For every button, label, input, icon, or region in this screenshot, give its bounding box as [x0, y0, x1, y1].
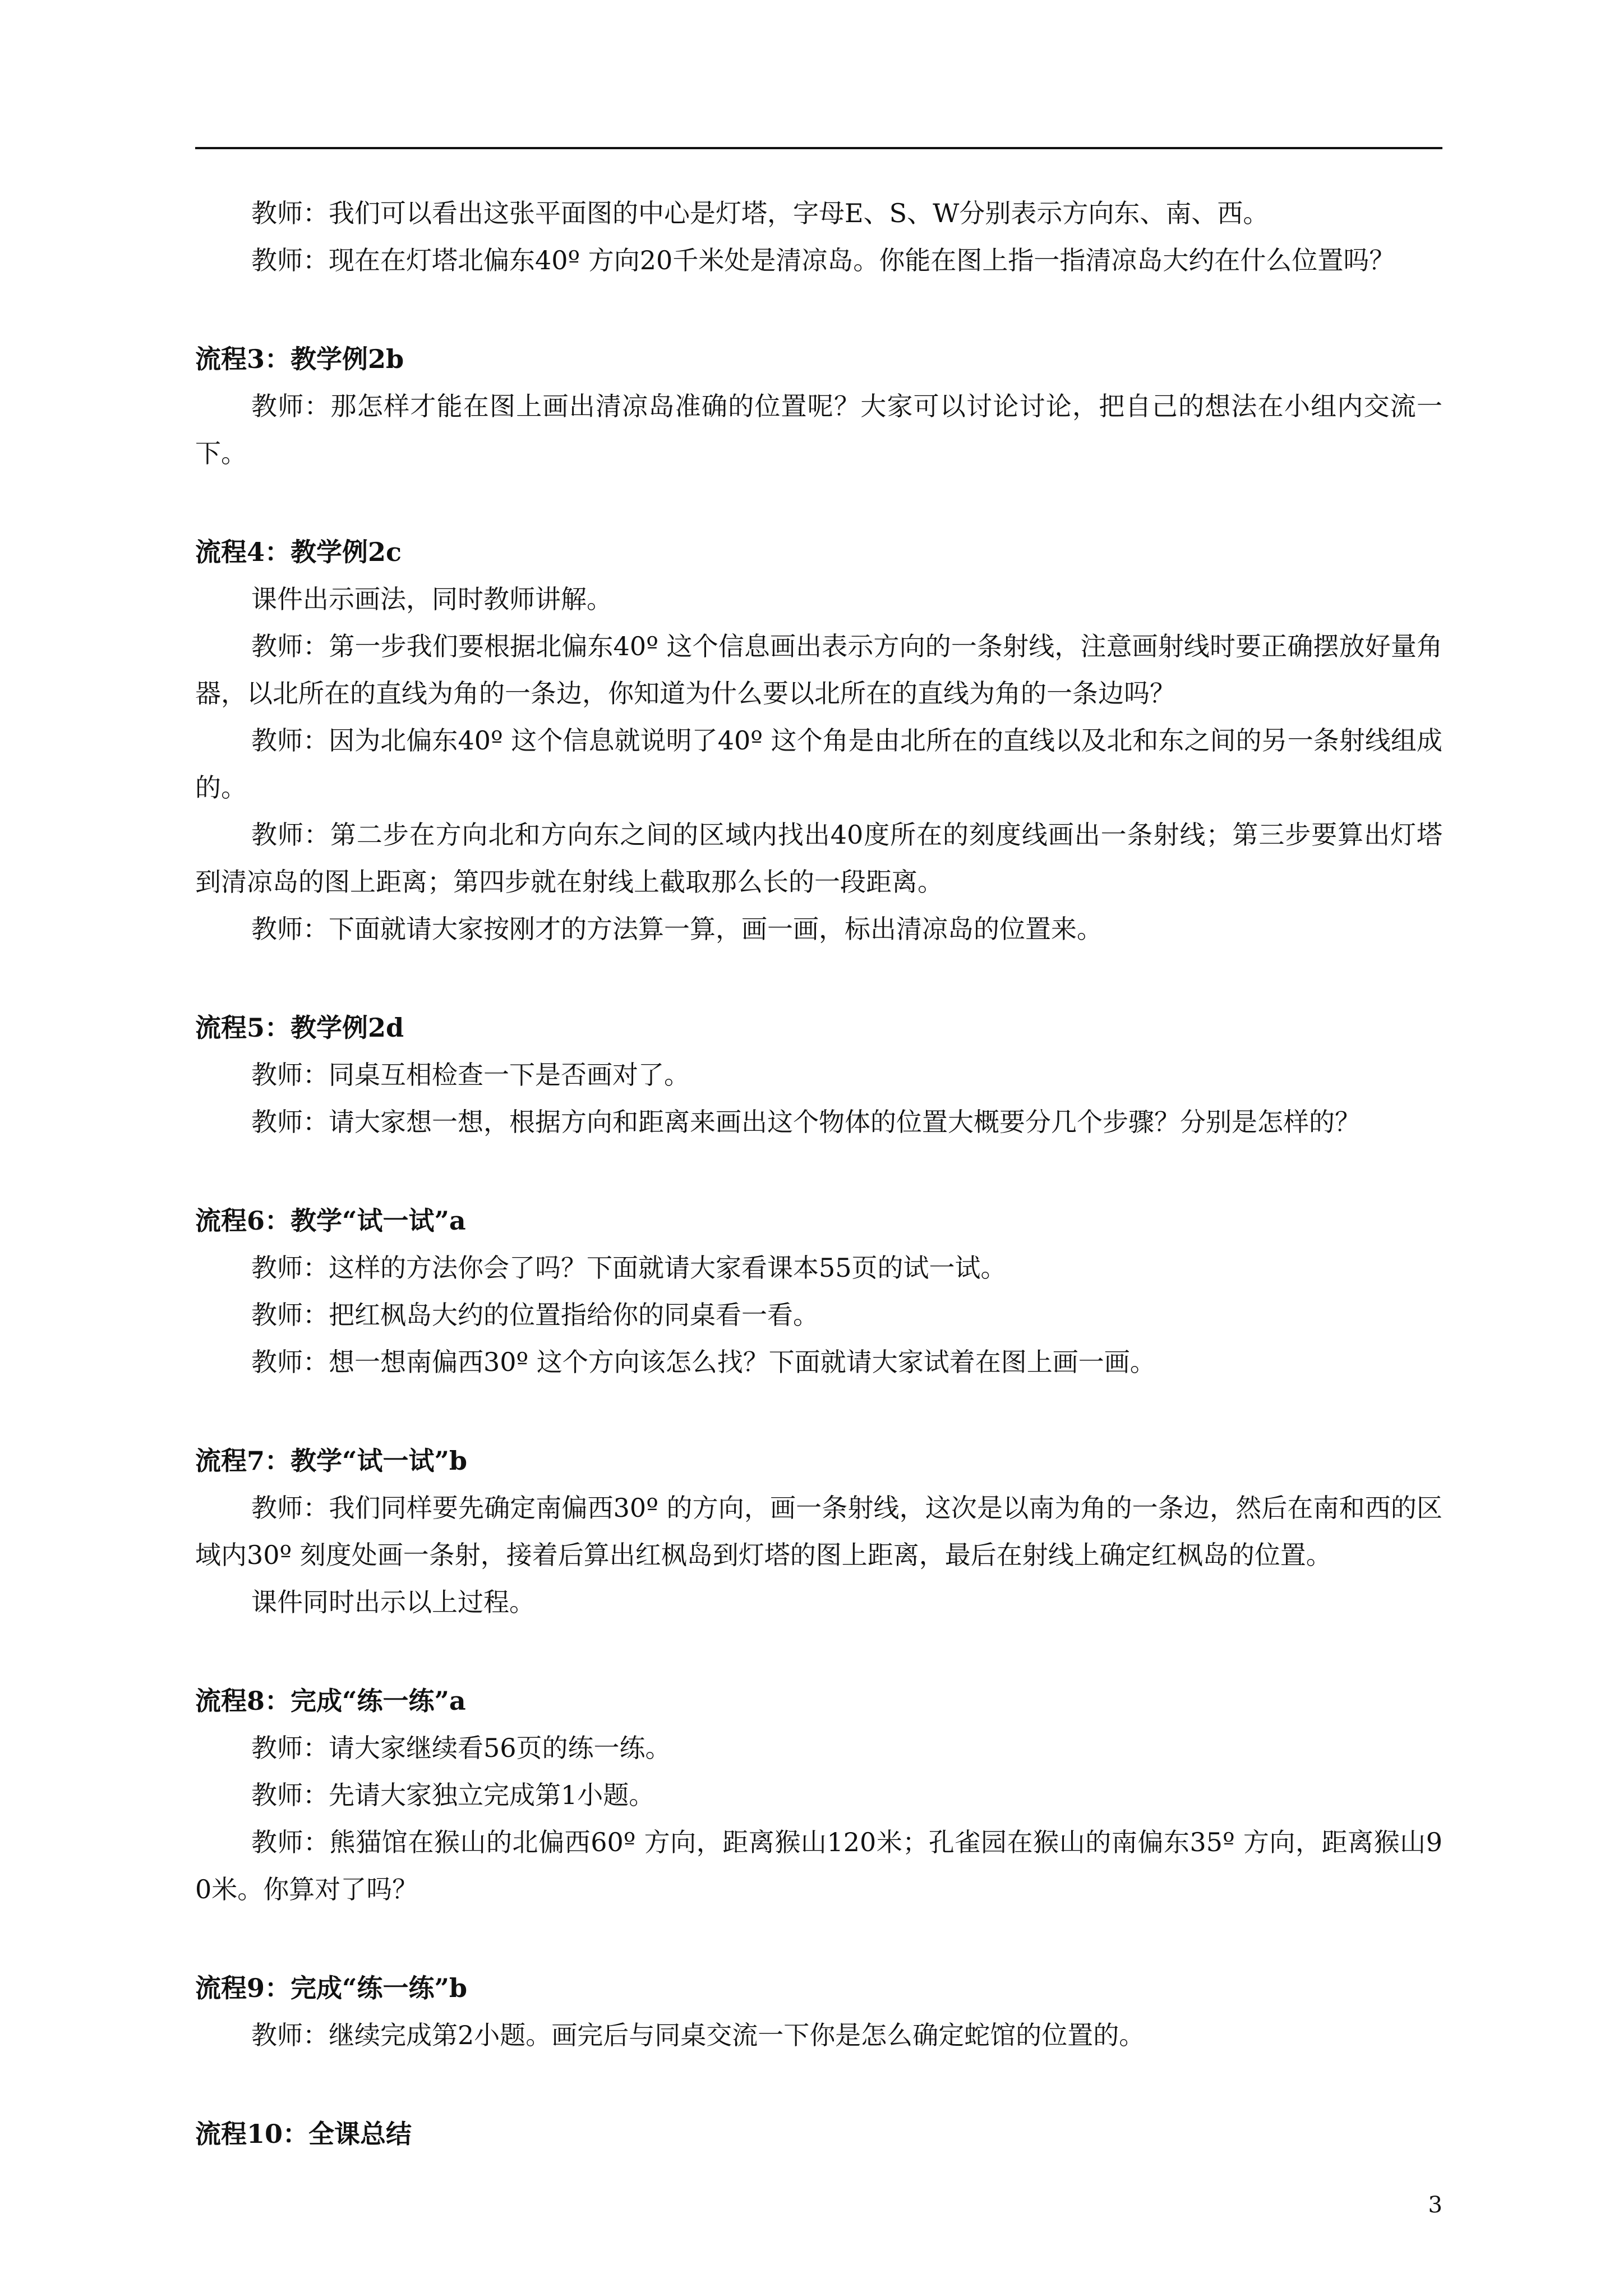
section-heading: 流程6：教学“试一试”a — [195, 1205, 466, 1236]
section-step-10 — [195, 2110, 1442, 2157]
section-paragraph: 教师：请大家想一想，根据方向和距离来画出这个物体的位置大概要分几个步骤？分别是怎样的？ — [251, 1107, 1361, 1137]
section-paragraph: 教师：我们同样要先确定南偏西30º 的方向，画一条射线，这次是以南为角的一条边，然后在南和西的区域内30º 刻度处画一条射，接着后算出红枫岛到灯塔的图上距离，最后在射线上确定红枫岛的位置。 — [195, 1493, 1442, 1570]
section-paragraph: 教师：继续完成第2小题。画完后与同桌交流一下你是怎么确定蛇馆的位置的。 — [251, 2020, 1145, 2050]
section-step-8 — [195, 1677, 1442, 1913]
page-number: 3 — [1428, 2192, 1442, 2218]
intro-paragraph: 教师：现在在灯塔北偏东40º 方向20千米处是清凉岛。你能在图上指一指清凉岛大约在什么位置吗？ — [251, 245, 1395, 275]
section-heading: 流程4：教学例2c — [195, 537, 402, 567]
section-paragraph: 教师：那怎样才能在图上画出清凉岛准确的位置呢？大家可以讨论讨论，把自己的想法在小组内交流一下。 — [195, 391, 1442, 468]
section-paragraph: 教师：第二步在方向北和方向东之间的区域内找出40度所在的刻度线画出一条射线；第三步要算出灯塔到清凉岛的图上距离；第四步就在射线上截取那么长的一段距离。 — [195, 820, 1442, 897]
intro-paragraph: 教师：我们可以看出这张平面图的中心是灯塔，字母E、S、W分别表示方向东、南、西。 — [251, 198, 1269, 228]
section-paragraph: 教师：同桌互相检查一下是否画对了。 — [251, 1060, 690, 1090]
section-step-4 — [195, 528, 1442, 953]
section-paragraph: 教师：下面就请大家按刚才的方法算一算，画一画，标出清凉岛的位置来。 — [251, 914, 1103, 944]
section-heading: 流程7：教学“试一试”b — [195, 1446, 468, 1476]
section-paragraph: 课件出示画法，同时教师讲解。 — [251, 584, 612, 614]
section-paragraph: 课件同时出示以上过程。 — [251, 1587, 535, 1617]
section-heading: 流程5：教学例2d — [195, 1013, 404, 1043]
section-heading: 流程10：全课总结 — [195, 2119, 412, 2149]
section-step-3 — [195, 335, 1442, 477]
section-step-9 — [195, 1964, 1442, 2059]
section-step-5 — [195, 1004, 1442, 1145]
section-paragraph: 教师：因为北偏东40º 这个信息就说明了40º 这个角是由北所在的直线以及北和东之间的另一条射线组成的。 — [195, 725, 1442, 803]
document-body — [195, 190, 1442, 2209]
section-heading: 流程3：教学例2b — [195, 344, 404, 374]
section-paragraph: 教师：请大家继续看56页的练一练。 — [251, 1733, 671, 1763]
section-paragraph: 教师：把红枫岛大约的位置指给你的同桌看一看。 — [251, 1300, 819, 1330]
section-step-7 — [195, 1437, 1442, 1626]
intro-section — [195, 190, 1442, 284]
section-heading: 流程9：完成“练一练”b — [195, 1973, 468, 2003]
section-paragraph: 教师：第一步我们要根据北偏东40º 这个信息画出表示方向的一条射线，注意画射线时要正确摆放好量角器，以北所在的直线为角的一条边，你知道为什么要以北所在的直线为角的一条边吗？ — [195, 631, 1442, 708]
section-heading: 流程8：完成“练一练”a — [195, 1686, 466, 1716]
section-paragraph: 教师：先请大家独立完成第1小题。 — [251, 1780, 655, 1810]
section-step-6 — [195, 1197, 1442, 1386]
header-rule — [195, 147, 1442, 149]
section-paragraph: 教师：这样的方法你会了吗？下面就请大家看课本55页的试一试。 — [251, 1253, 1007, 1283]
section-paragraph: 教师：想一想南偏西30º 这个方向该怎么找？下面就请大家试着在图上画一画。 — [251, 1347, 1156, 1377]
section-paragraph: 教师：熊猫馆在猴山的北偏西60º 方向，距离猴山120米；孔雀园在猴山的南偏东35º 方向，距离猴山90米。你算对了吗？ — [195, 1827, 1442, 1904]
